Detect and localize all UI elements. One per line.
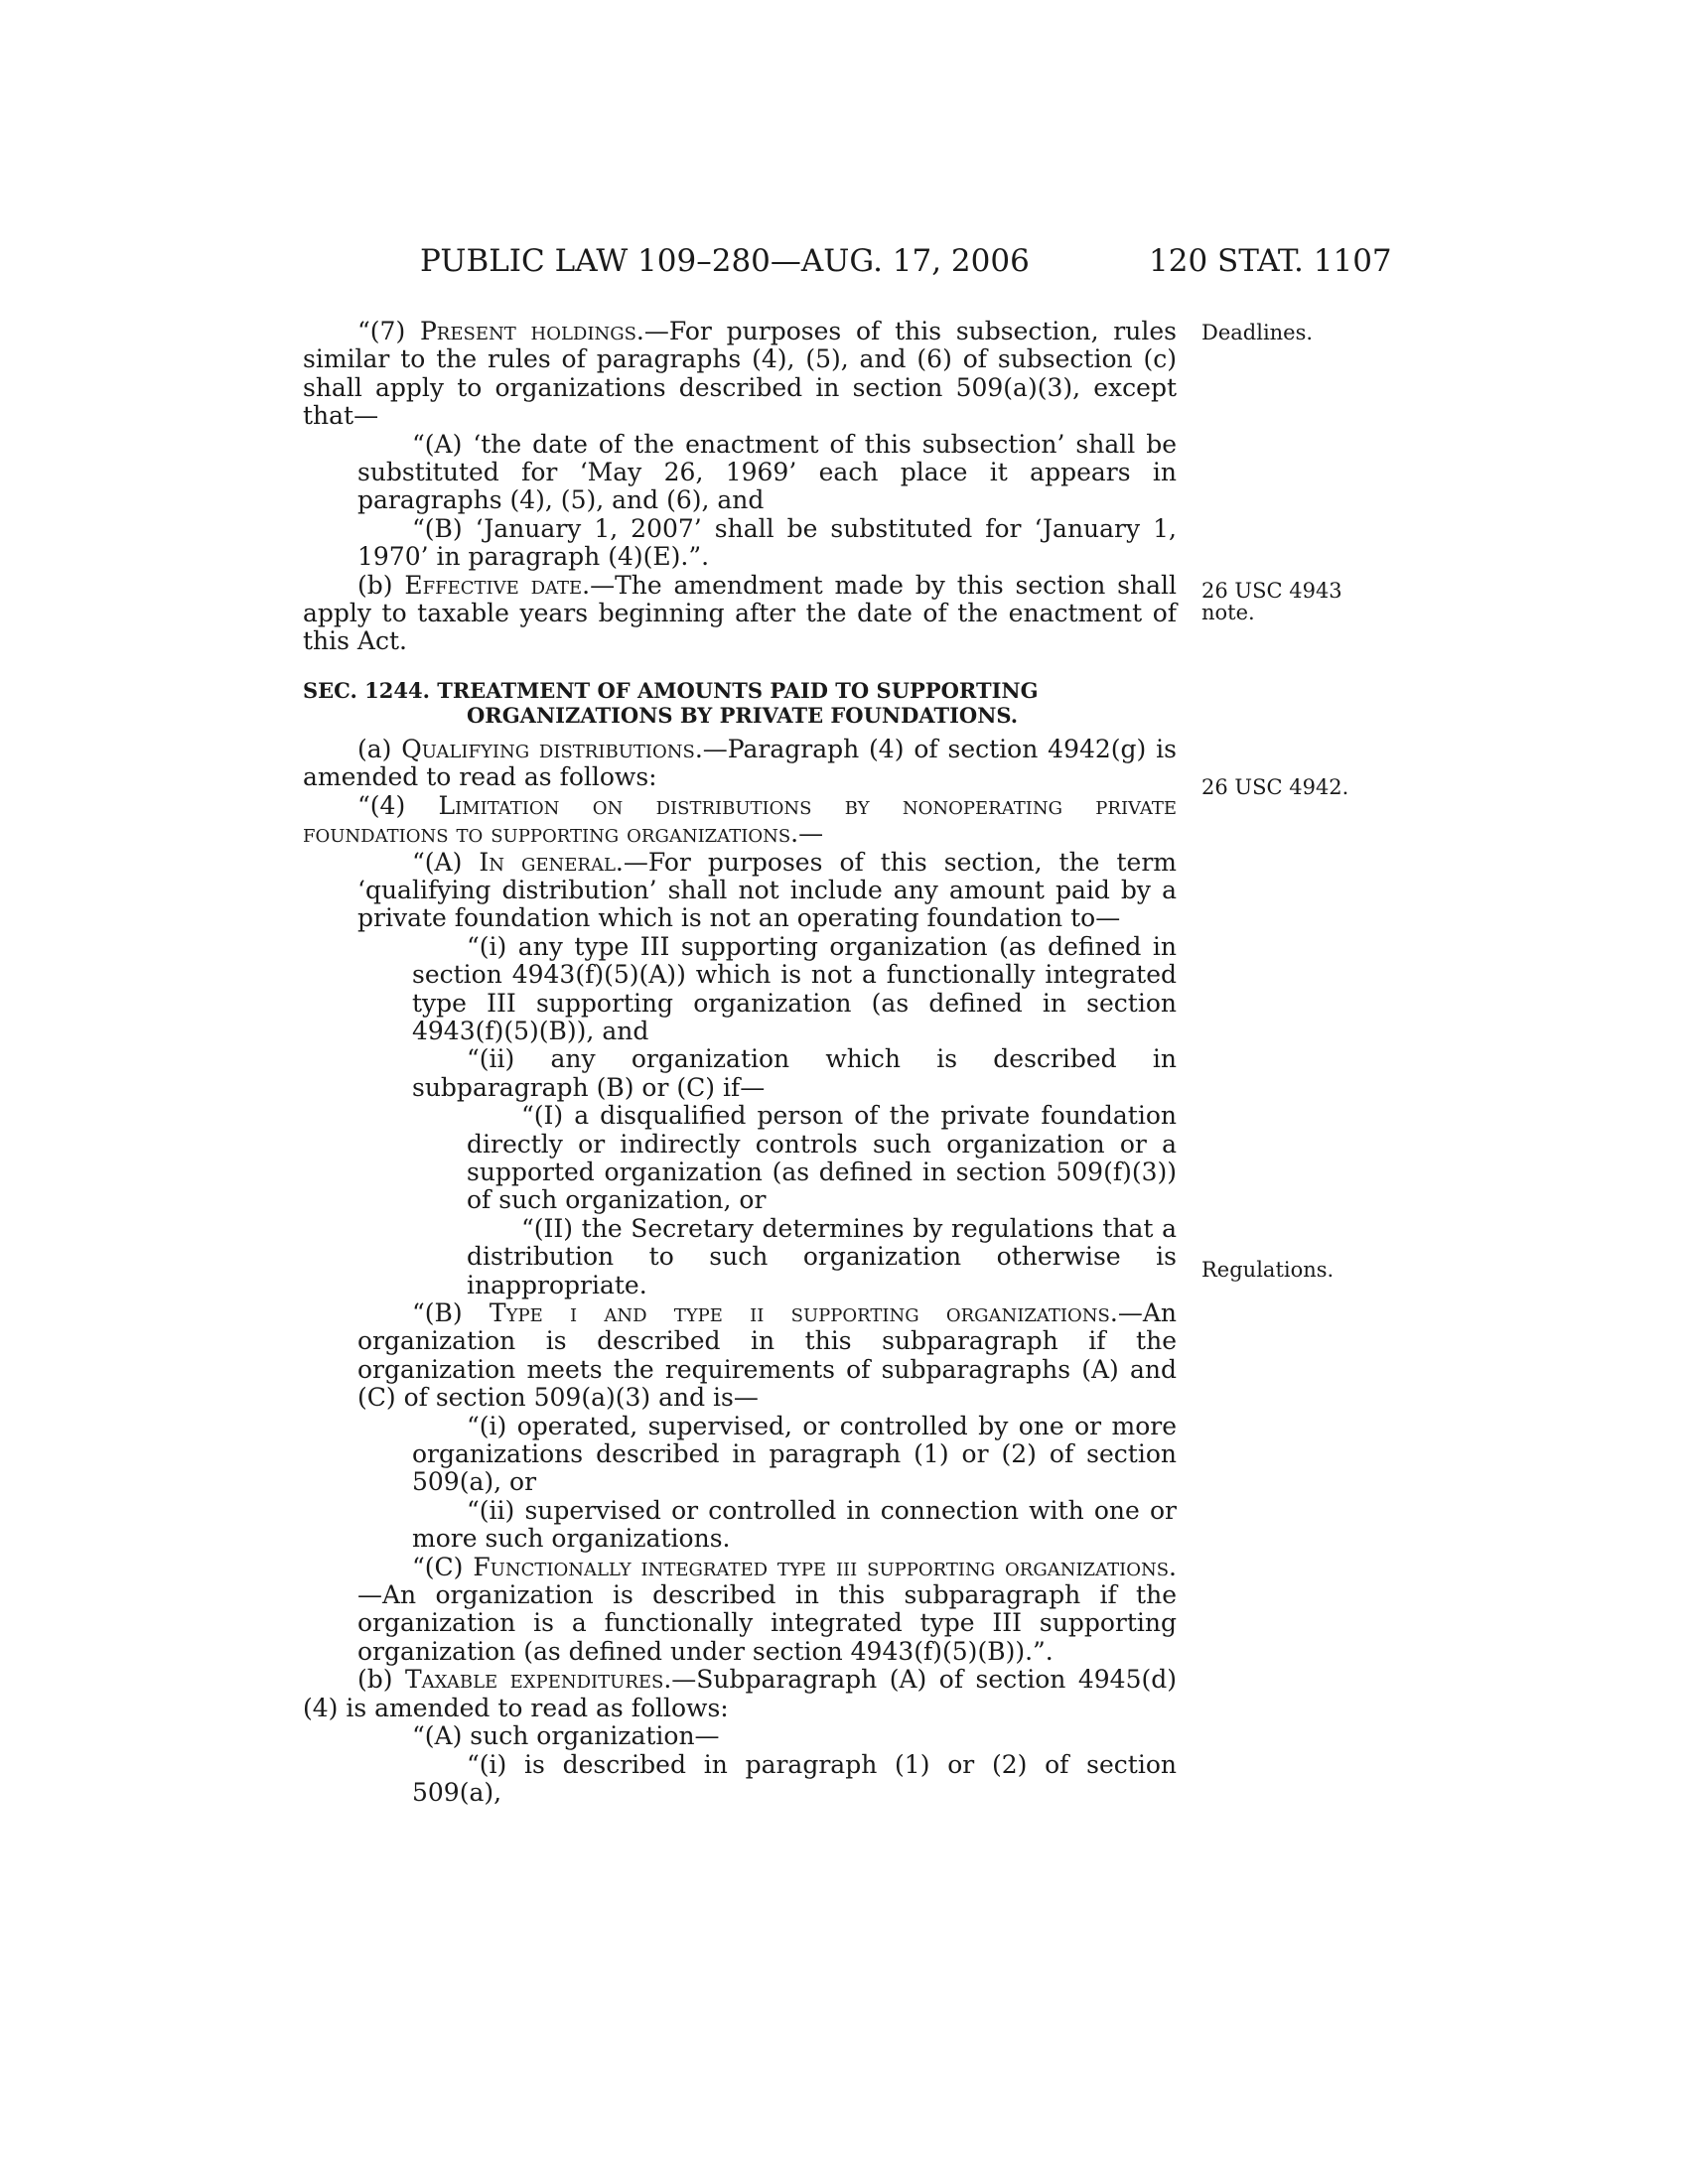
statute-body [303,318,1177,1807]
paragraph-heading: Present holdings [419,317,636,345]
subsection-heading: Qualifying distributions [401,734,695,763]
enum: (b) [357,570,405,600]
subsection-text: .—Subparagraph (A) of section 4945(d)(4) is amended to read as follows: [303,1665,1177,1722]
margin-note-usc-4942: 26 USC 4942. [1201,775,1349,799]
section-1244-heading: SEC. 1244. TREATMENT OF AMOUNTS PAID TO SUPPORTING ORGANIZATIONS BY PRIVATE FOUNDATIONS. [303,677,1039,728]
subparagraph-heading: In general [479,847,616,877]
subsection-b-taxable-expenditures [303,1666,1177,1722]
subparagraph-a-in-general [303,849,1177,933]
enum: “(7) [357,317,420,345]
subparagraph-7-b: “(B) ‘January 1, 2007’ shall be substituted for ‘January 1, 1970’ in paragraph (4)(E).”. [357,513,1177,572]
enum: “(B) [412,1298,490,1327]
paragraph-4-limitation [303,792,1177,849]
margin-note-usc-4943-line1: 26 USC 4943 [1201,579,1342,603]
subparagraph-heading: Functionally integrated type iii supporting organizations [473,1552,1170,1581]
clause-b-a-i: “(i) is described in paragraph (1) or (2) of section 509(a), [412,1749,1177,1807]
enum: (a) [357,734,402,763]
subclause-a-ii-II: “(II) the Secretary determines by regulations that a distribution to such organization otherwise is inappropriate. [467,1213,1177,1299]
subparagraph-b-type-i-ii [303,1299,1177,1413]
enum: (b) [357,1665,405,1695]
clause-a-i: “(i) any type III supporting organization (as defined in section 4943(f)(5)(A)) which is not a functionally integrated type III supporting organization (as defined in section 4943(f)(5)(B)), and [412,931,1177,1045]
subsection-b-effective-date [303,572,1177,656]
subparagraph-text: .—An organization is described in this subparagraph if the organization is a functionally integrated type III supporting organization (as defined under section 4943(f)(5)(B)).”. [357,1552,1177,1666]
statute-page-reference: 120 STAT. 1107 [1149,243,1392,279]
paragraph-text: .—For purposes of this subsection, rules similar to the rules of paragraphs (4), (5), and (6) of subsection (c) shall apply to organizations described in section 509(a)(3), except that— [303,317,1177,431]
enum: “(4) [357,790,439,820]
subsection-text: .—The amendment made by this section shall apply to taxable years beginning after the date of the enactment of this Act. [303,570,1177,656]
clause-a-ii: “(ii) any organization which is described in subparagraph (B) or (C) if— [412,1044,1177,1102]
subparagraph-7-a: “(A) ‘the date of the enactment of this subsection’ shall be substituted for ‘May 26, 1969’ each place it appears in paragraphs (4), (5), and (6), and [357,429,1177,515]
margin-note-usc-4943-line2: note. [1201,601,1255,624]
subparagraph-text: .—For purposes of this section, the term ‘qualifying distribution’ shall not include any amount paid by a private foundation which is not an operating foundation to— [357,847,1177,933]
subparagraph-b-a: “(A) such organization— [412,1721,720,1751]
paragraph-text: .— [790,819,824,849]
subparagraph-text: .—An organization is described in this subparagraph if the organization meets the requirements of subparagraphs (A) and (C) of section 509(a)(3) and is— [357,1298,1177,1413]
subsection-heading: Taxable expenditures [405,1665,664,1695]
clause-b-i: “(i) operated, supervised, or controlled by one or more organizations described in paragraph (1) or (2) of section 509(a), or [412,1411,1177,1497]
subclause-a-ii-I: “(I) a disqualified person of the private foundation directly or indirectly controls such organization or a supported organization (as defined in section 509(f)(3)) of such organization, or [467,1101,1177,1215]
subparagraph-heading: Type i and type ii supporting organizations [489,1298,1110,1327]
enum: “(A) [412,847,480,877]
running-head: PUBLIC LAW 109–280—AUG. 17, 2006 [420,243,1030,279]
margin-note-regulations: Regulations. [1201,1258,1335,1282]
paragraph-7-present-holdings [303,318,1177,431]
subsection-a-qualifying-distributions [303,736,1177,792]
enum: “(C) [412,1552,474,1581]
page-header [0,243,1688,287]
margin-note-usc-4943 [1201,580,1342,623]
subsection-heading: Effective date [404,570,583,600]
paragraph-heading: Limitation on distributions by nonoperating private foundations to supporting organizations [303,790,1177,849]
subparagraph-c-functionally-integrated [303,1554,1177,1667]
margin-note-deadlines: Deadlines. [1201,321,1314,344]
clause-b-ii: “(ii) supervised or controlled in connection with one or more such organizations. [412,1495,1177,1554]
subsection-text: .—Paragraph (4) of section 4942(g) is amended to read as follows: [303,734,1177,792]
